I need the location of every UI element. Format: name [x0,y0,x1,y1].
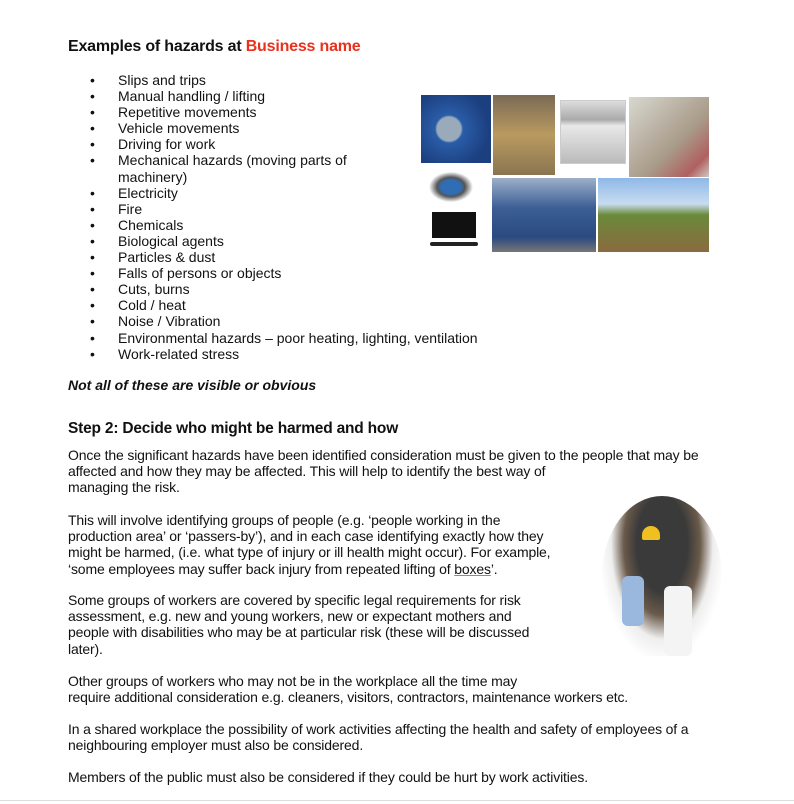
hazards-title [68,38,361,56]
hazard-label: Falls of persons or objects [118,265,282,282]
hazard-label: Particles & dust [118,249,216,266]
bullet-icon: • [90,200,95,217]
paragraph-line: people with disabilities who may be at particular risk (these will be discussed [68,624,530,641]
hazard-label: Environmental hazards – poor heating, lighting, ventilation [118,329,478,346]
hazards-note: Not all of these are visible or obvious [68,377,317,393]
step2-paragraph [68,673,628,705]
hazard-label: Driving for work [118,136,216,153]
bullet-icon: • [90,313,95,330]
paragraph-line: Members of the public must also be considered if they could be hurt by work activities. [68,769,588,785]
bullet-icon: • [90,88,95,105]
paragraph-line: Some groups of workers are covered by specific legal requirements for risk [68,592,521,608]
paragraph-line: production area’ or ‘passers-by’), and in each case identifying exactly how they [68,528,544,545]
computer-monitor-photo [430,212,480,248]
hazard-list-item [0,346,478,362]
paragraph-line: managing the risk. [68,479,180,496]
workers-group-photo [582,476,740,674]
bullet-icon: • [90,232,95,249]
bullet-icon: • [90,216,95,233]
bullet-icon: • [90,297,95,314]
hazard-label: Biological agents [118,232,224,249]
hazard-list-item [0,201,478,217]
hazard-list-item [0,217,478,233]
step2-paragraph [68,769,588,785]
hazard-label: Electricity [118,184,178,201]
bullet-icon: • [90,184,95,201]
compactor-photo [492,178,596,252]
hazard-label: Manual handling / lifting [118,88,266,105]
bullet-icon: • [90,249,95,266]
tractor-photo [598,178,709,252]
hazard-list-item [0,72,478,88]
bullet-icon: • [90,152,95,169]
hazard-label: Slips and trips [118,72,206,88]
slicer-photo [629,97,709,177]
paragraph-line: might be harmed, (i.e. what type of injury or ill health might occur). For example, [68,544,551,561]
hazard-list-item [0,120,478,136]
paragraph-line: Other groups of workers who may not be in the workplace all the time may [68,673,518,689]
hazard-label: Repetitive movements [118,104,257,121]
spellcheck-underline: boxes [454,560,491,577]
step2-paragraph [68,592,529,657]
hazard-list [0,72,478,362]
hazard-list-item [0,104,478,120]
step2-paragraph [68,721,688,753]
hazard-list-item [0,185,478,201]
hazard-label: Cold / heat [118,297,186,314]
hazard-label: Fire [118,200,143,217]
hazard-list-item [0,313,478,329]
angle-grinder-photo [422,167,480,207]
hazard-list-item [0,249,478,265]
paragraph-line: require additional consideration e.g. cleaners, visitors, contractors, maintenance workers etc. [68,689,629,706]
bullet-icon: • [90,72,95,88]
paragraph-line: ‘some employees may suffer back injury from repeated lifting of boxes’. [68,560,498,577]
step2-paragraph [68,512,550,577]
title-prefix: Examples of hazards at [68,38,246,55]
hazard-label: Mechanical hazards (moving parts of machinery) [118,152,347,185]
hazard-label: Cuts, burns [118,281,190,298]
hazard-list-item [0,233,478,249]
paragraph-line: assessment, e.g. new and young workers, new or expectant mothers and [68,608,512,625]
bullet-icon: • [90,345,95,362]
bullet-icon: • [90,120,95,137]
paragraph-line: Once the significant hazards have been identified consideration must be given to the people that may be [68,447,699,463]
paragraph-line: affected and how they may be affected. This will help to identify the best way of [68,463,546,480]
hazard-label: Work-related stress [118,345,240,362]
paragraph-line: later). [68,640,103,657]
paragraph-line: This will involve identifying groups of people (e.g. ‘people working in the [68,512,501,528]
hazard-label: Vehicle movements [118,120,240,137]
step2-heading: Step 2: Decide who might be harmed and how [68,420,399,437]
bullet-icon: • [90,104,95,121]
machinery-photo [421,95,491,163]
hazard-list-item [0,297,478,313]
hazard-list-item [0,265,478,281]
bullet-icon: • [90,329,95,346]
hazard-list-item [0,88,478,104]
bullet-icon: • [90,281,95,298]
paragraph-line: In a shared workplace the possibility of work activities affecting the health and safety of employees of a [68,721,689,737]
bullet-icon: • [90,136,95,153]
hazard-list-item [0,152,478,184]
hazard-list-item [0,330,478,346]
hazard-label: Chemicals [118,216,184,233]
hazard-label: Noise / Vibration [118,313,221,330]
hazard-list-item [0,281,478,297]
warehouse-photo [493,95,555,175]
bullet-icon: • [90,265,95,282]
hazard-list-item [0,136,478,152]
oven-photo [560,100,626,164]
page-bottom-border [0,800,794,801]
paragraph-line: neighbouring employer must also be considered. [68,737,364,754]
business-name: Business name [245,38,361,55]
